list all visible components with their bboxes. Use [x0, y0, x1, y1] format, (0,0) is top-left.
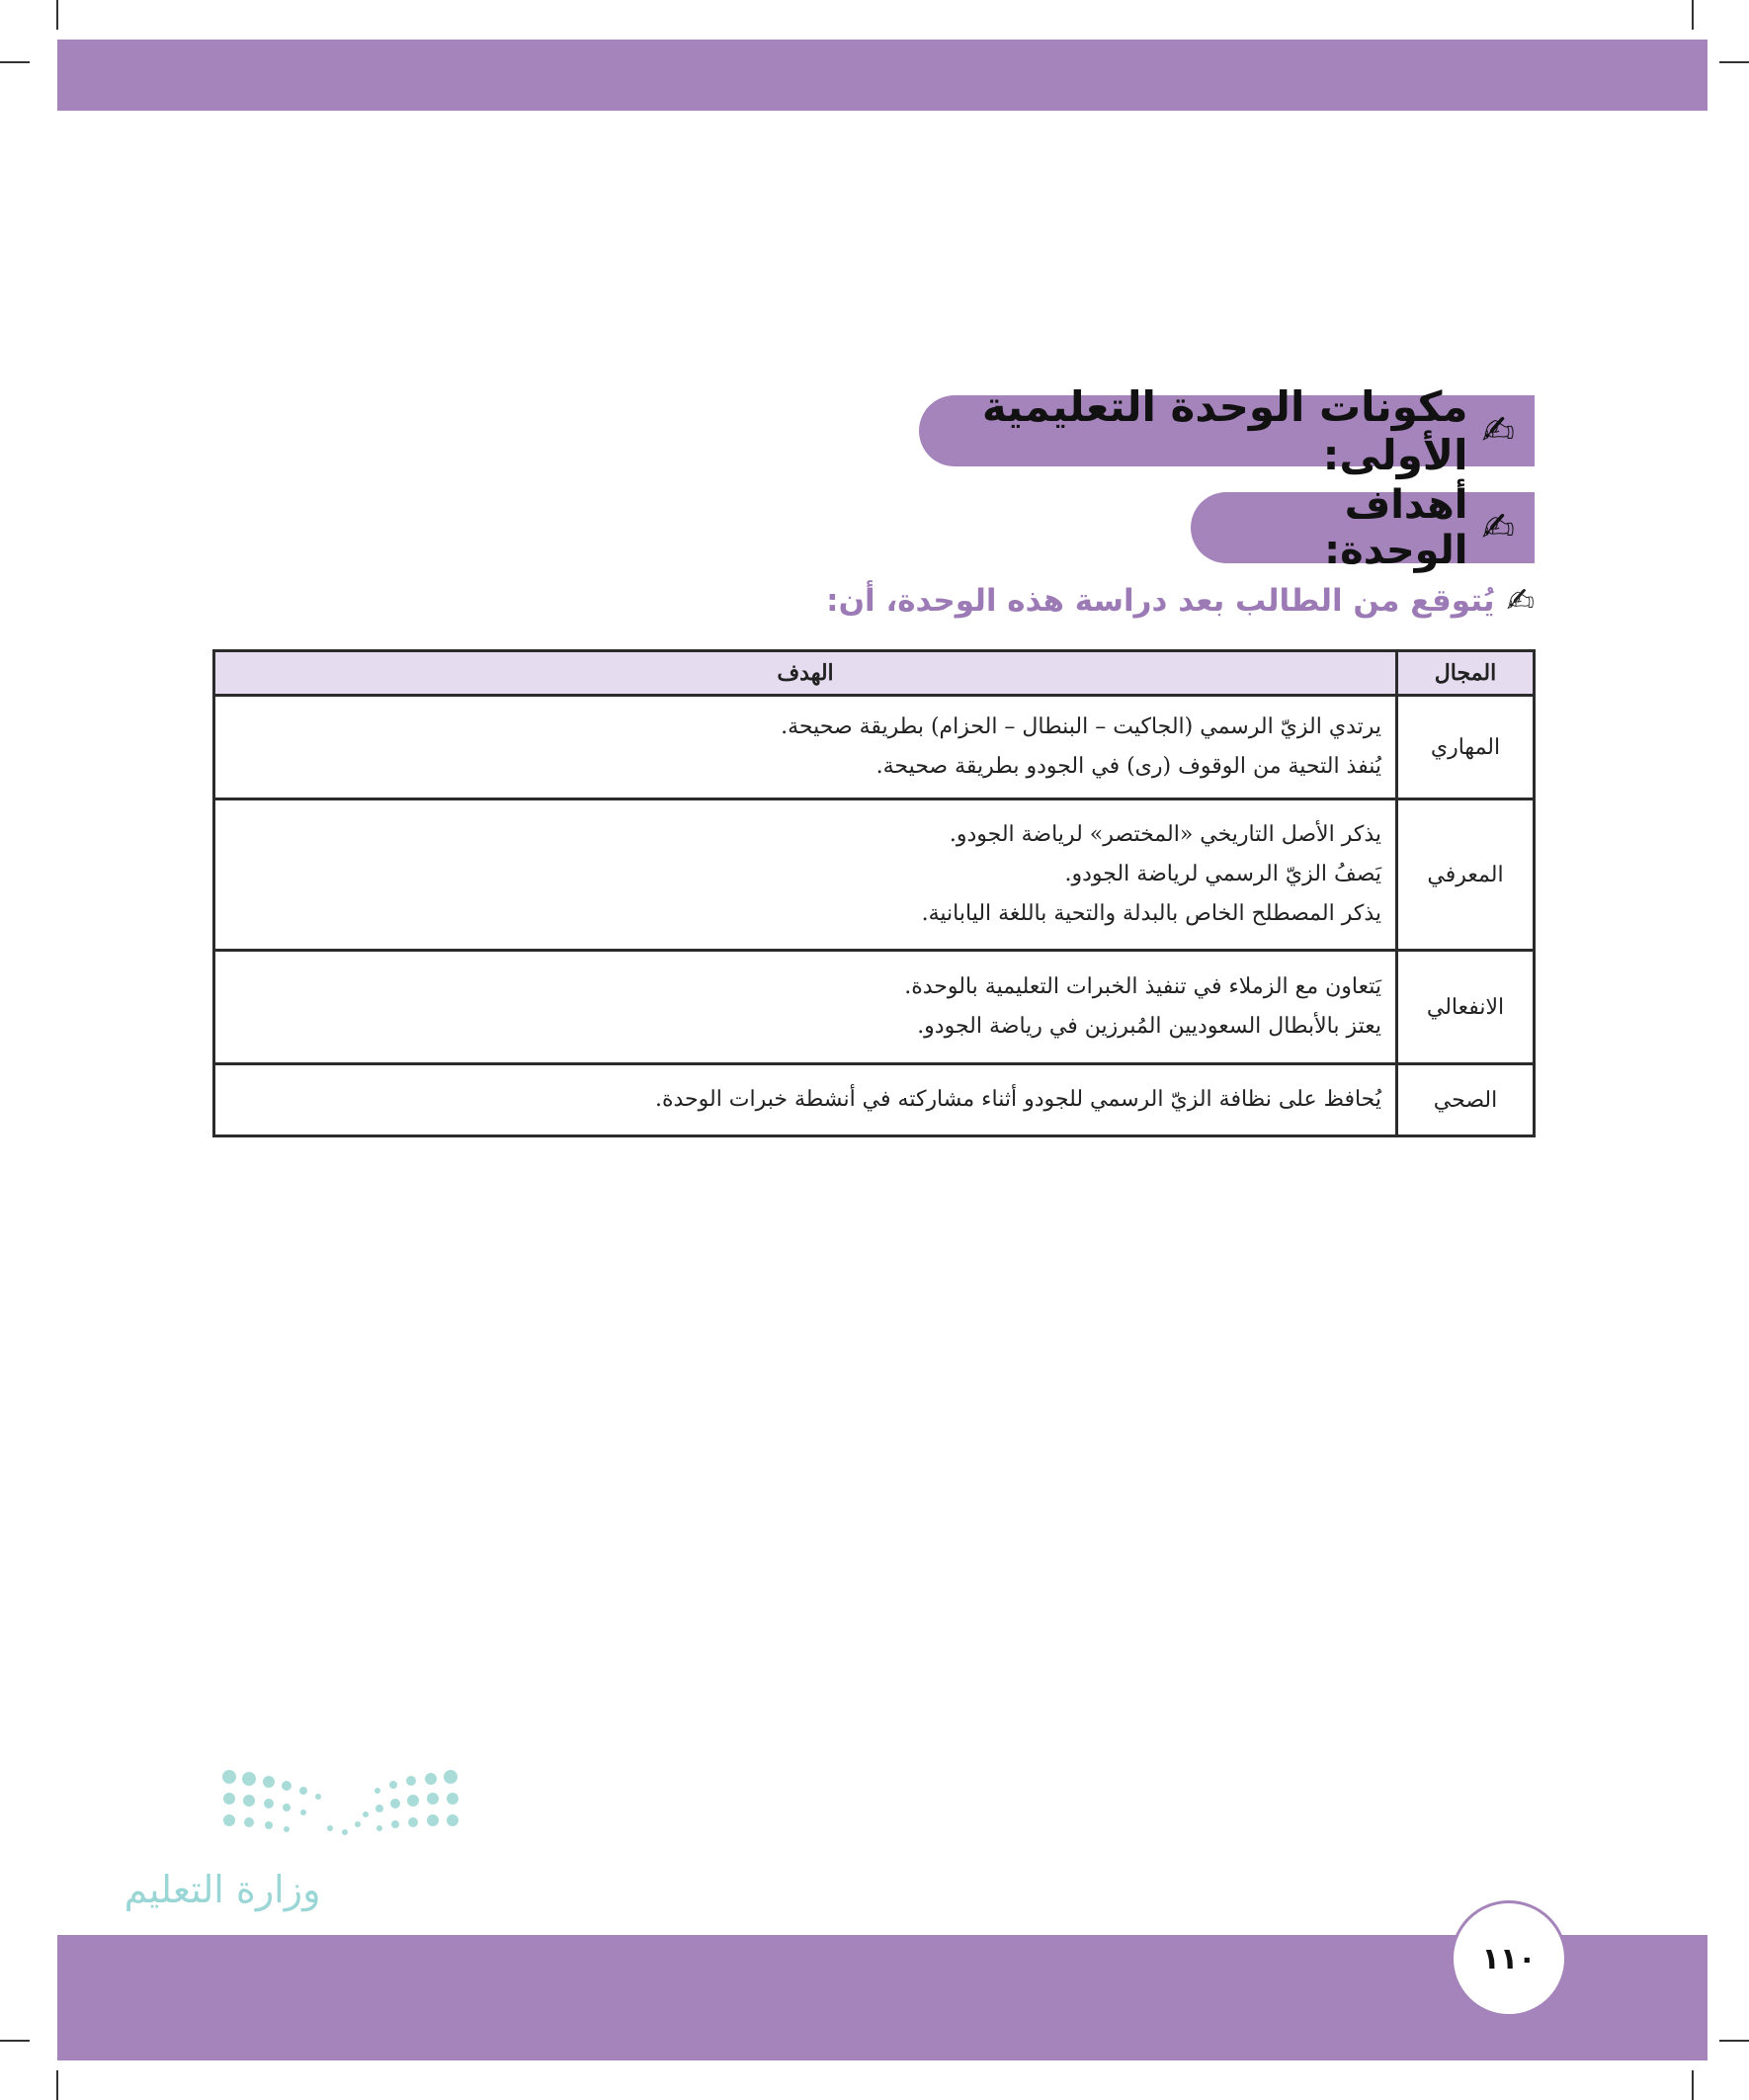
table-row [214, 696, 1535, 799]
objective-column-header: الهدف [214, 651, 1397, 696]
domain-cell: المعرفي [1397, 799, 1535, 951]
ministry-logo-dots [91, 1769, 466, 1937]
page-number-badge [1451, 1900, 1567, 2017]
top-color-band [57, 40, 1707, 111]
page-number: ١١٠ [1481, 1941, 1537, 1976]
unit-components-heading [919, 382, 1535, 479]
objectives-table [212, 649, 1536, 1137]
table-header-row [214, 651, 1535, 696]
objectives-cell [214, 1064, 1397, 1136]
unit-objectives-heading [1191, 482, 1535, 573]
writing-hand-icon: ✍ [1481, 505, 1515, 550]
crop-mark [56, 2070, 58, 2100]
objective-item: يذكر المصطلح الخاص بالبدلة والتحية باللغة اليابانية. [921, 901, 1381, 926]
table-row [214, 1064, 1535, 1136]
unit-components-title: مكونات الوحدة التعليمية الأولى: [981, 382, 1468, 479]
objective-item: يَتعاون مع الزملاء في تنفيذ الخبرات التعليمية بالوحدة. [904, 974, 1381, 999]
domain-cell: الانفعالي [1397, 951, 1535, 1064]
objectives-cell [214, 951, 1397, 1064]
domain-cell: الصحي [1397, 1064, 1535, 1136]
crop-mark [56, 0, 58, 30]
objective-item: يُنفذ التحية من الوقوف (رى) في الجودو بطريقة صحيحة. [875, 754, 1381, 779]
objective-item: يُحافظ على نظافة الزيّ الرسمي للجودو أثناء مشاركته في أنشطة خبرات الوحدة. [654, 1087, 1381, 1112]
objectives-cell [214, 696, 1397, 799]
writing-hand-icon: ✍ [1481, 408, 1515, 454]
objective-item: يَصفُ الزيّ الرسمي لرياضة الجودو. [1064, 862, 1381, 886]
objectives-intro-text: يُتوقع من الطالب بعد دراسة هذه الوحدة، أن: [826, 583, 1495, 619]
domain-column-header: المجال [1397, 651, 1535, 696]
objectives-cell [214, 799, 1397, 951]
domain-cell: المهاري [1397, 696, 1535, 799]
unit-objectives-title: أهداف الوحدة: [1324, 482, 1468, 573]
objectives-intro [826, 581, 1535, 621]
crop-mark [1692, 0, 1694, 30]
crop-mark [1719, 61, 1749, 63]
ministry-logo-text: وزارة التعليم [124, 1868, 321, 1911]
crop-mark [1692, 2070, 1694, 2100]
objective-item: يذكر الأصل التاريخي «المختصر» لرياضة الجودو. [949, 822, 1381, 847]
table-row [214, 951, 1535, 1064]
writing-hand-icon: ✍ [1506, 581, 1535, 621]
crop-mark [0, 2040, 30, 2042]
objective-item: يعتز بالأبطال السعوديين المُبرزين في رياضة الجودو. [917, 1014, 1381, 1039]
crop-mark [1719, 2040, 1749, 2042]
crop-mark [0, 61, 30, 63]
objective-item: يرتدي الزيّ الرسمي (الجاكيت – البنطال – الحزام) بطريقة صحيحة. [781, 714, 1381, 739]
table-row [214, 799, 1535, 951]
